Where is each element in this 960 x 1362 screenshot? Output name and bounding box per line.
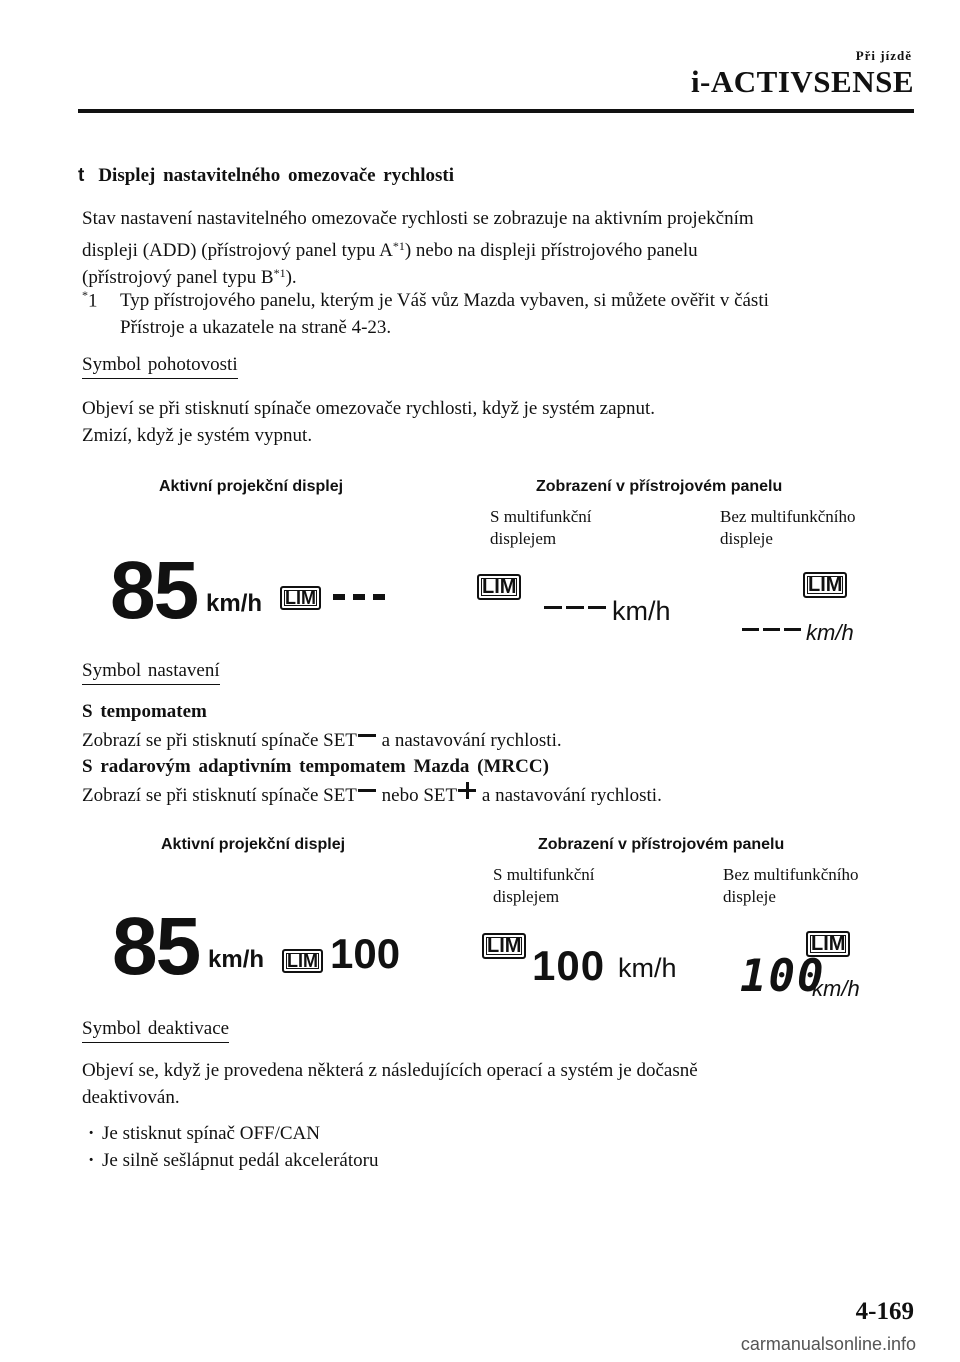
fig2-std-set-speed: 100 (740, 951, 826, 1002)
fig2-add-speed: 85 (112, 901, 200, 992)
fig1-mid-unit: km/h (612, 596, 671, 626)
fig2-with-mid-l2: displejem (493, 887, 560, 906)
section-bullet: t (78, 165, 85, 186)
fig2-with-mid (493, 864, 595, 908)
intro-line-2b: ) nebo na displeji přístrojového panelu (404, 240, 698, 261)
fig2-add-set-speed: 100 (330, 930, 401, 977)
deactivation-line-1: Objeví se, když je provedena některá z následujících operací a systém je dočasně (82, 1060, 698, 1081)
fig2-add-lim-icon: LIM (282, 949, 323, 973)
fig1-with-mid (490, 506, 592, 550)
footnote-mark (82, 288, 98, 312)
page-number: 4-169 (855, 1298, 914, 1325)
fig1-mid-dashes (544, 606, 608, 612)
mrcc-line-b: nebo SET (376, 785, 458, 806)
deactivation-line-2: deaktivován. (82, 1087, 180, 1108)
fig1-add-speed: 85 (110, 545, 198, 636)
list-item-text: Je silně sešlápnut pedál akcelerátoru (102, 1150, 379, 1171)
footnote-star: * (82, 288, 88, 302)
intro-line-1: Stav nastavení nastavitelného omezovače rychlosti se zobrazuje na aktivním projekčním (82, 208, 754, 229)
fig2-without-mid-l2: displeje (723, 887, 776, 906)
footnote-num: 1 (88, 290, 98, 312)
intro-line-3 (82, 260, 922, 291)
minus-icon-2 (357, 785, 377, 801)
header-title: i-ACTIVSENSE (690, 64, 914, 99)
fig1-std-unit: km/h (806, 620, 854, 645)
fig1-without-mid-l1: Bez multifunkčního (720, 507, 856, 526)
header-section: Při jízdě (855, 48, 912, 63)
minus-icon (357, 730, 377, 746)
setting-heading: Symbol nastavení (82, 660, 220, 685)
section-title-text: Displej nastavitelného omezovače rychlosti (98, 165, 455, 186)
standby-line-2: Zmizí, když je systém vypnut. (82, 425, 313, 446)
fig1-mid-lim-icon: LIM (477, 574, 521, 600)
footnote-line-2: Přístroje a ukazatele na straně 4-23. (120, 317, 392, 338)
fig2-mid-set-speed: 100 (532, 942, 606, 989)
standby-heading: Symbol pohotovosti (82, 354, 238, 379)
mrcc-line-a: Zobrazí se při stisknutí spínače SET (82, 785, 357, 806)
standby-line-1: Objeví se při stisknutí spínače omezovače rychlosti, když je systém zapnut. (82, 398, 656, 419)
fig1-with-mid-l1: S multifunkční (490, 507, 592, 526)
list-item (88, 1123, 320, 1145)
fig1-panel-label: Zobrazení v přístrojovém panelu (536, 478, 783, 495)
fig1-add-label: Aktivní projekční displej (159, 478, 344, 495)
fig1-std-dashes (742, 628, 802, 634)
section-title (78, 165, 454, 187)
cruise-line-a: Zobrazí se při stisknutí spínače SET (82, 730, 357, 751)
mrcc-line-c: a nastavování rychlosti. (477, 785, 662, 806)
list-item-text: Je stisknut spínač OFF/CAN (102, 1123, 320, 1144)
plus-icon (457, 785, 477, 801)
fig2-std-unit: km/h (812, 976, 860, 1001)
fig2-without-mid-l1: Bez multifunkčního (723, 865, 859, 884)
mrcc-line (82, 783, 922, 809)
fig2-mid-unit: km/h (618, 953, 677, 983)
header-rule (78, 109, 914, 113)
fig1-with-mid-l2: displejem (490, 529, 557, 548)
list-item (88, 1150, 378, 1172)
fig2-add-unit: km/h (208, 946, 265, 973)
fig1-add-lim-icon: LIM (280, 586, 321, 610)
fig1-without-mid (720, 506, 856, 550)
fig1-add-unit: km/h (206, 590, 263, 617)
fig2-without-mid (723, 864, 859, 908)
mrcc-heading: S radarovým adaptivním tempomatem Mazda (MRCC) (82, 756, 549, 777)
fig2-panel-label: Zobrazení v přístrojovém panelu (538, 836, 785, 853)
footnote-ref-2: *1 (273, 266, 286, 280)
intro-line-3a: (přístrojový panel typu B (82, 267, 274, 288)
cruise-line (82, 728, 922, 754)
fig2-with-mid-l1: S multifunkční (493, 865, 595, 884)
fig1-add-standby-dashes (333, 584, 389, 604)
footnote-line-1: Typ přístrojového panelu, kterým je Váš vůz Mazda vybaven, si můžete ověřit v části (120, 290, 769, 311)
list-bullet: · (88, 1123, 95, 1144)
fig1-std-lim-icon: LIM (803, 572, 847, 598)
list-bullet: · (88, 1150, 95, 1171)
fig2-add-label: Aktivní projekční displej (161, 836, 346, 853)
fig2-mid-lim-icon: LIM (482, 933, 526, 959)
fig1-without-mid-l2: displeje (720, 529, 773, 548)
intro-line-3b: ). (285, 267, 297, 288)
fig2-std-lim-icon: LIM (806, 931, 850, 957)
cruise-line-b: a nastavování rychlosti. (376, 730, 562, 751)
cruise-heading: S tempomatem (82, 701, 207, 722)
watermark: carmanualsonline.info (740, 1334, 916, 1354)
deactivation-heading: Symbol deaktivace (82, 1018, 229, 1043)
intro-line-2a: displeji (ADD) (přístrojový panel typu A (82, 240, 393, 261)
footnote-ref: *1 (392, 239, 405, 253)
